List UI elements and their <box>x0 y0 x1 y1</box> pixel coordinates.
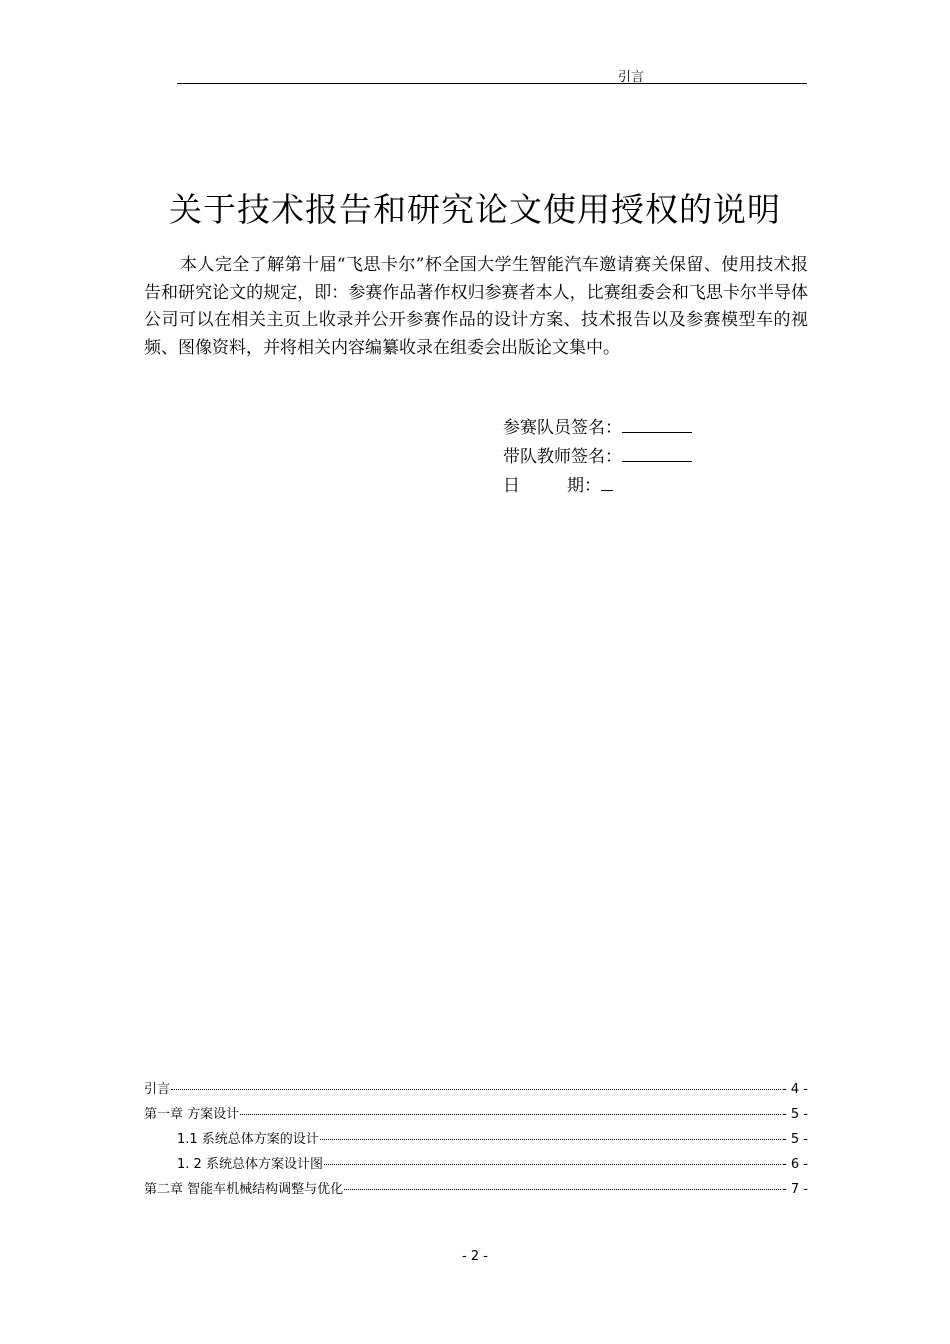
teacher-signature-line <box>622 445 692 462</box>
signature-block <box>503 414 692 501</box>
toc-entry-page: - 7 - <box>782 1182 808 1197</box>
toc-entry-title: 引言 <box>144 1082 171 1097</box>
toc-dot-leader <box>344 1189 781 1190</box>
toc-entry-title: 1. 2 系统总体方案设计图 <box>177 1157 323 1172</box>
page-number: - 2 - <box>462 1249 488 1264</box>
page-title: 关于技术报告和研究论文使用授权的说明 <box>169 190 781 229</box>
authorization-statement: 本人完全了解第十届“飞思卡尔”杯全国大学生智能汽车邀请赛关保留、使用技术报告和研究论文的规定，即：参赛作品著作权归参赛者本人，比赛组委会和飞思卡尔半导体公司可以在相关主页上收录并公开参赛作品的设计方案、技术报告以及参赛模型车的视频、图像资料，并将相关内容编纂收录在组委会出版论文集中。 <box>144 255 808 358</box>
toc-entry-title: 1.1 系统总体方案的设计 <box>177 1132 319 1147</box>
teacher-signature-row <box>503 443 692 472</box>
toc-entry-page: - 6 - <box>782 1157 808 1172</box>
date-label-suffix: 期： <box>567 476 601 496</box>
date-row <box>503 472 692 501</box>
toc-dot-leader <box>240 1114 781 1115</box>
running-header: 引言 <box>618 70 645 85</box>
toc-entry-title: 第二章 智能车机械结构调整与优化 <box>144 1182 344 1197</box>
toc-entry[interactable] <box>144 1128 808 1153</box>
toc-entry[interactable] <box>144 1153 808 1178</box>
toc-entry-page: - 4 - <box>782 1082 808 1097</box>
header-divider <box>177 83 807 84</box>
toc-entry[interactable] <box>144 1178 808 1203</box>
member-signature-line <box>622 416 692 433</box>
date-line <box>601 474 613 491</box>
toc-entry-page: - 5 - <box>782 1132 808 1147</box>
toc-entry[interactable] <box>144 1103 808 1128</box>
toc-dot-leader <box>324 1164 781 1165</box>
member-signature-label: 参赛队员签名： <box>503 418 622 438</box>
toc-dot-leader <box>320 1139 781 1140</box>
teacher-signature-label: 带队教师签名： <box>503 447 622 467</box>
toc-dot-leader <box>171 1089 781 1090</box>
member-signature-row <box>503 414 692 443</box>
toc-entry-page: - 5 - <box>782 1107 808 1122</box>
toc-entry-title: 第一章 方案设计 <box>144 1107 240 1122</box>
toc-entry[interactable] <box>144 1078 808 1103</box>
date-label-prefix: 日 <box>503 476 520 496</box>
table-of-contents <box>144 1078 808 1203</box>
